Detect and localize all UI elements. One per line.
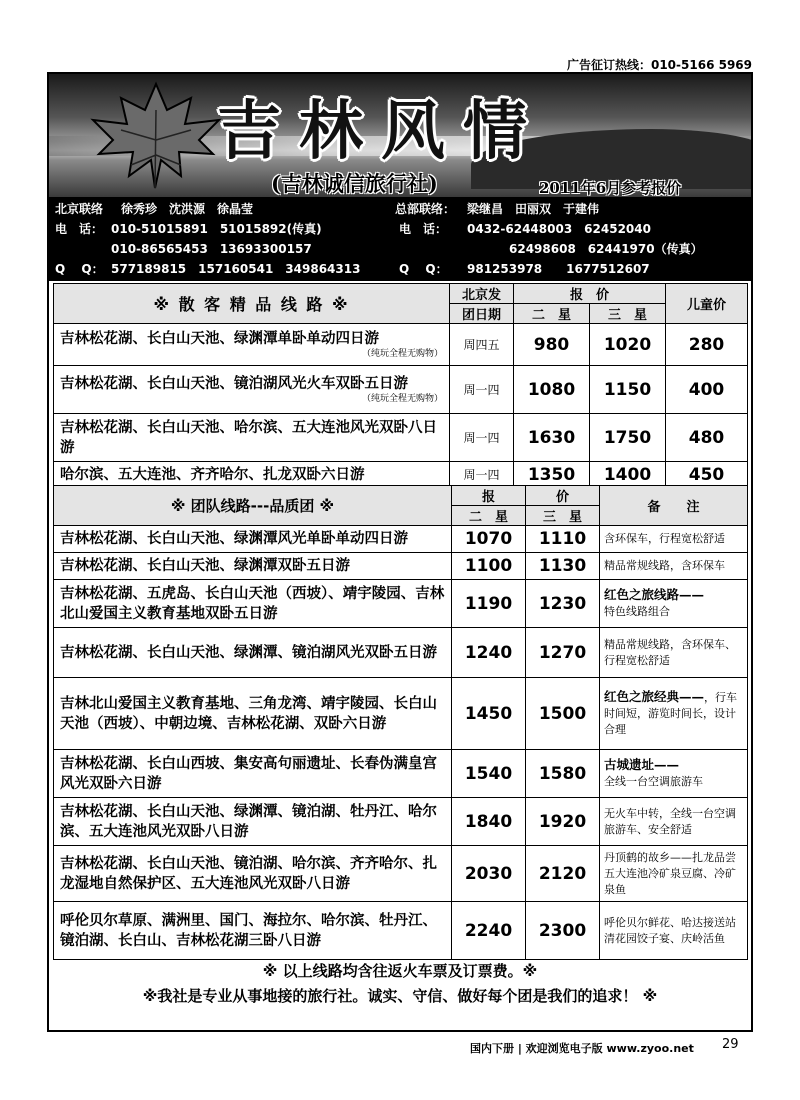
route-name: 吉林松花湖、长白山天池、绿渊潭风光单卧单动四日游 [54, 526, 452, 553]
remark-highlight: 红色之旅经典—— [604, 689, 705, 704]
table-row [54, 580, 748, 628]
table-row [54, 366, 748, 414]
remark: 精品常规线路，含环保车 [600, 553, 748, 580]
remark [600, 580, 748, 628]
remark-text: ，行车时间短，游览时间长，设计合理 [604, 691, 738, 736]
col-2star: 二 星 [452, 506, 526, 526]
header-banner [49, 74, 751, 197]
page-footer: 国内下册 | 欢迎浏览电子版 www.zyoo.net [470, 1042, 694, 1055]
hq-contact-label: 总部联络： [395, 202, 456, 216]
route-name: 吉林松花湖、长白山天池、绿渊潭、镜泊湖风光双卧五日游 [54, 628, 452, 678]
remark: 精品常规线路，含环保车、行程宽松舒适 [600, 628, 748, 678]
col-2star: 二 星 [514, 304, 590, 324]
hq-contact-names: 梁继昌 田丽双 于建伟 [467, 202, 600, 216]
table2-heading: ※ 团队线路---品质团 ※ [54, 486, 452, 526]
route-name: 吉林松花湖、长白山天池、绿渊潭双卧五日游 [54, 553, 452, 580]
individual-routes-table [53, 283, 748, 488]
remark-text: 全线一台空调旅游车 [604, 775, 703, 788]
remark: 含环保车，行程宽松舒适 [600, 526, 748, 553]
depart-days: 周一四 [450, 366, 514, 414]
ad-hotline: 广告征订热线：010-5166 5969 [566, 58, 752, 72]
price-child: 280 [666, 324, 748, 366]
price-child: 400 [666, 366, 748, 414]
price-2star: 2030 [452, 846, 526, 902]
route-name: 吉林松花湖、长白山天池、镜泊湖风光火车双卧五日游 [60, 376, 408, 392]
price-3star: 1500 [526, 678, 600, 750]
remark [600, 750, 748, 798]
price-2star: 1100 [452, 553, 526, 580]
price-3star: 1150 [590, 366, 666, 414]
col-price-2: 价 [526, 486, 600, 506]
depart-days: 周四五 [450, 324, 514, 366]
hq-qq: 981253978 1677512607 [467, 262, 650, 276]
remark: 丹顶鹤的故乡——扎龙品尝五大连池冷矿泉豆腐、冷矿泉鱼 [600, 846, 748, 902]
table-row [54, 324, 748, 366]
col-depart-1: 北京发 [450, 284, 514, 304]
hq-phone-1: 0432-62448003 62452040 [467, 222, 651, 236]
page-title: 吉林风情 [217, 94, 545, 169]
price-3star: 1230 [526, 580, 600, 628]
price-2star: 1080 [514, 366, 590, 414]
col-3star: 三 星 [590, 304, 666, 324]
route-name: 吉林北山爱国主义教育基地、三角龙湾、靖宇陵园、长白山天池（西坡）、中朝边境、吉林松花湖、双卧六日游 [54, 678, 452, 750]
table-row [54, 798, 748, 846]
remark: 呼伦贝尔鲜花、哈达接送站 清花园饺子宴、庆岭活鱼 [600, 902, 748, 960]
route-name: 吉林松花湖、长白山天池、哈尔滨、五大连池风光双卧八日游 [60, 419, 437, 456]
price-2star: 1540 [452, 750, 526, 798]
price-3star: 1020 [590, 324, 666, 366]
price-3star: 1110 [526, 526, 600, 553]
price-child: 480 [666, 414, 748, 462]
remark-text: 特色线路组合 [604, 605, 670, 618]
table-row [54, 553, 748, 580]
col-3star: 三 星 [526, 506, 600, 526]
price-2star: 1450 [452, 678, 526, 750]
route-name: 吉林松花湖、五虎岛、长白山天池（西坡）、靖宇陵园、吉林北山爱国主义教育基地双卧五日游 [54, 580, 452, 628]
quote-date: 2011年6月参考报价 [539, 179, 682, 197]
bj-qq-label: Q Q： [55, 262, 104, 276]
footer-note-tickets: ※ 以上线路均含往返火车票及订票费。※ [262, 962, 538, 980]
table-row [54, 678, 748, 750]
table-row [54, 902, 748, 960]
col-price: 报 价 [514, 284, 666, 304]
price-2star: 1070 [452, 526, 526, 553]
remark: 无火车中转，全线一台空调旅游车、安全舒适 [600, 798, 748, 846]
price-2star: 1350 [514, 462, 590, 488]
col-child: 儿童价 [666, 284, 748, 324]
table-row [54, 628, 748, 678]
route-name: 吉林松花湖、长白山西坡、集安高句丽遗址、长春伪满皇宫风光双卧六日游 [54, 750, 452, 798]
price-3star: 2120 [526, 846, 600, 902]
price-2star: 2240 [452, 902, 526, 960]
table-row [54, 526, 748, 553]
bj-phone-2: 010-86565453 13693300157 [111, 242, 312, 256]
price-child: 450 [666, 462, 748, 488]
route-note: （纯玩全程无购物） [361, 394, 443, 404]
contact-block [49, 197, 751, 281]
table1-heading: ※ 散 客 精 品 线 路 ※ [54, 284, 450, 324]
table-row [54, 462, 748, 488]
col-remark: 备 注 [600, 486, 748, 526]
bj-phone-1: 010-51015891 51015892(传真) [111, 222, 322, 236]
price-3star: 1400 [590, 462, 666, 488]
hq-phone-2: 62498608 62441970（传真） [509, 242, 703, 256]
route-name: 呼伦贝尔草原、满洲里、国门、海拉尔、哈尔滨、牡丹江、镜泊湖、长白山、吉林松花湖三卧八日游 [54, 902, 452, 960]
col-depart-2: 团日期 [450, 304, 514, 324]
route-name: 哈尔滨、五大连池、齐齐哈尔、扎龙双卧六日游 [60, 466, 365, 483]
remark [600, 678, 748, 750]
page-frame [47, 72, 753, 1032]
table-row [54, 846, 748, 902]
route-note: （纯玩全程无购物） [361, 349, 443, 359]
price-3star: 1920 [526, 798, 600, 846]
table-row [54, 750, 748, 798]
bj-contact-label: 北京联络 [55, 202, 104, 216]
agency-name: (吉林诚信旅行社) [271, 171, 438, 196]
price-2star: 1240 [452, 628, 526, 678]
remark-highlight: 红色之旅线路—— [604, 587, 705, 602]
price-3star: 2300 [526, 902, 600, 960]
maple-leaf-icon [81, 80, 231, 192]
hq-phone-label: 电 话： [399, 222, 448, 236]
price-2star: 1840 [452, 798, 526, 846]
bj-phone-label: 电 话： [55, 222, 104, 236]
footer-slogan: ※我社是专业从事地接的旅行社。诚实、守信、做好每个团是我们的追求！ ※ [142, 987, 658, 1005]
bj-qq: 577189815 157160541 349864313 [111, 262, 361, 276]
depart-days: 周一四 [450, 462, 514, 488]
price-2star: 1630 [514, 414, 590, 462]
bj-contact-names: 徐秀珍 沈洪源 徐晶莹 [121, 202, 254, 216]
route-name: 吉林松花湖、长白山天池、绿渊潭单卧单动四日游 [60, 331, 379, 347]
col-price-1: 报 [452, 486, 526, 506]
table-row [54, 414, 748, 462]
route-name: 吉林松花湖、长白山天池、镜泊湖、哈尔滨、齐齐哈尔、扎龙湿地自然保护区、五大连池风光双卧八日游 [54, 846, 452, 902]
price-2star: 1190 [452, 580, 526, 628]
route-name: 吉林松花湖、长白山天池、绿渊潭、镜泊湖、牡丹江、哈尔滨、五大连池风光双卧八日游 [54, 798, 452, 846]
price-3star: 1750 [590, 414, 666, 462]
hq-qq-label: Q Q： [399, 262, 448, 276]
page-number: 29 [722, 1037, 739, 1052]
price-2star: 980 [514, 324, 590, 366]
remark-highlight: 古城遗址—— [604, 757, 680, 772]
price-3star: 1580 [526, 750, 600, 798]
depart-days: 周一四 [450, 414, 514, 462]
price-3star: 1130 [526, 553, 600, 580]
group-routes-table [53, 485, 748, 960]
price-3star: 1270 [526, 628, 600, 678]
